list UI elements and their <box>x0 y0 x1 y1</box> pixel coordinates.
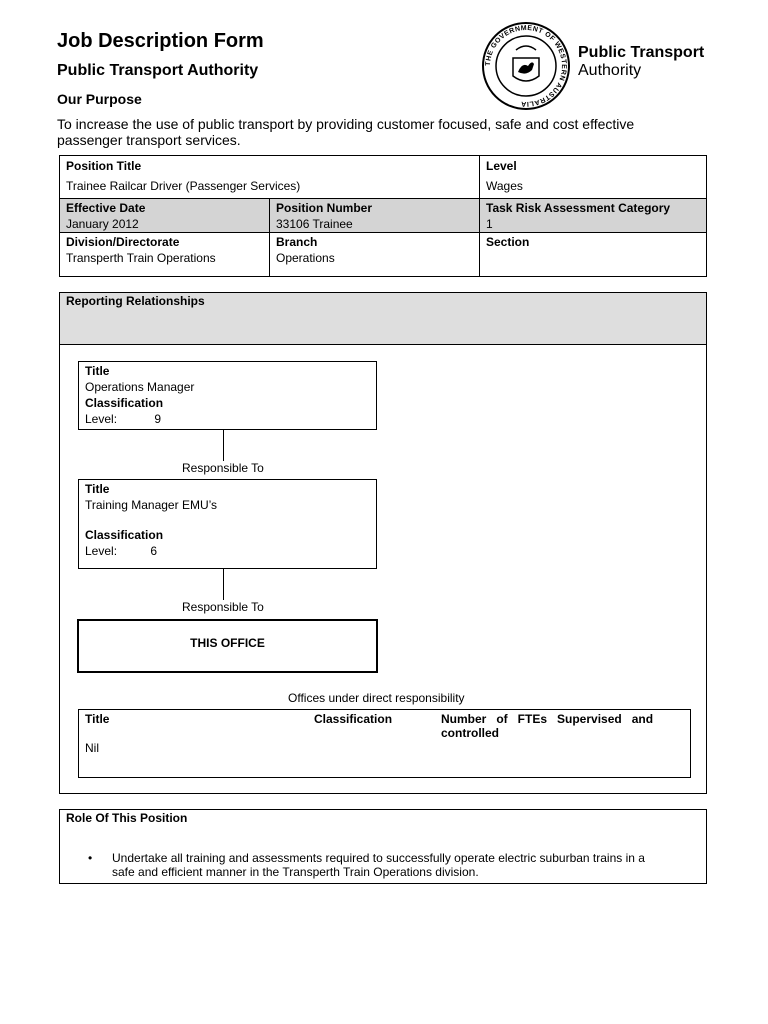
effective-date-value: January 2012 <box>66 217 139 231</box>
manager1-title-label: Title <box>85 364 110 378</box>
government-seal-icon <box>480 20 572 112</box>
offices-ftes-header-line1: Number of FTEs Supervised and <box>441 712 654 726</box>
section-label: Section <box>486 235 530 249</box>
division-value: Transperth Train Operations <box>66 251 216 265</box>
manager1-title: Operations Manager <box>85 380 195 394</box>
responsible-to-2: Responsible To <box>182 600 264 614</box>
reporting-heading: Reporting Relationships <box>60 293 706 345</box>
task-risk-label: Task Risk Assessment Category <box>486 201 671 215</box>
task-risk-value: 1 <box>486 217 493 231</box>
this-office-label: THIS OFFICE <box>190 636 265 650</box>
this-office-box <box>77 619 378 673</box>
logo-line2: Authority <box>578 62 642 79</box>
offices-title-header: Title <box>85 712 110 726</box>
form-title: Job Description Form <box>57 30 264 52</box>
logo-line1: Public Transport <box>578 44 705 61</box>
position-title-value: Trainee Railcar Driver (Passenger Services) <box>66 179 301 193</box>
offices-classification-header: Classification <box>314 712 393 726</box>
connector-line <box>223 430 224 461</box>
manager2-classification-label: Classification <box>85 528 164 542</box>
offices-nil-value: Nil <box>85 741 99 755</box>
bullet-icon: • <box>88 851 93 865</box>
manager2-box <box>78 479 377 569</box>
division-label: Division/Directorate <box>66 235 180 249</box>
role-bullet-line2: safe and efficient manner in the Transperth Train Operations division. <box>112 865 479 879</box>
effective-date-label: Effective Date <box>66 201 146 215</box>
offices-caption: Offices under direct responsibility <box>288 691 465 705</box>
role-bullet-line1: Undertake all training and assessments required to successfully operate electric suburban trains in a <box>112 851 645 865</box>
responsible-to-1: Responsible To <box>182 461 264 475</box>
org-name: Public Transport Authority <box>57 62 259 79</box>
branch-label: Branch <box>276 235 318 249</box>
manager2-title-label: Title <box>85 482 110 496</box>
level-value: Wages <box>486 179 523 193</box>
position-number-value: 33106 Trainee <box>276 217 353 231</box>
connector-line <box>223 569 224 600</box>
purpose-text-line1: To increase the use of public transport by providing customer focused, safe and cost effective <box>57 116 635 132</box>
branch-value: Operations <box>276 251 335 265</box>
manager1-classification-label: Classification <box>85 396 164 410</box>
manager2-level-value: 6 <box>150 544 158 558</box>
reporting-relationships-box <box>59 292 707 794</box>
offices-table <box>78 709 691 778</box>
role-heading: Role Of This Position <box>66 811 188 825</box>
manager1-box <box>78 361 377 430</box>
purpose-heading: Our Purpose <box>57 91 142 107</box>
manager2-title: Training Manager EMU’s <box>85 498 218 512</box>
seal-text: THE GOVERNMENT OF WESTERN AUSTRALIA <box>484 24 568 108</box>
offices-ftes-header-line2: controlled <box>441 726 500 740</box>
role-box <box>59 809 707 884</box>
manager2-level-label: Level: <box>85 544 118 558</box>
manager1-level-label: Level: <box>85 412 118 426</box>
level-label: Level <box>486 159 517 173</box>
manager1-level-value: 9 <box>154 412 162 426</box>
purpose-text-line2: passenger transport services. <box>57 132 241 148</box>
position-info-table <box>59 155 707 277</box>
position-title-label: Position Title <box>66 159 142 173</box>
position-number-label: Position Number <box>276 201 373 215</box>
